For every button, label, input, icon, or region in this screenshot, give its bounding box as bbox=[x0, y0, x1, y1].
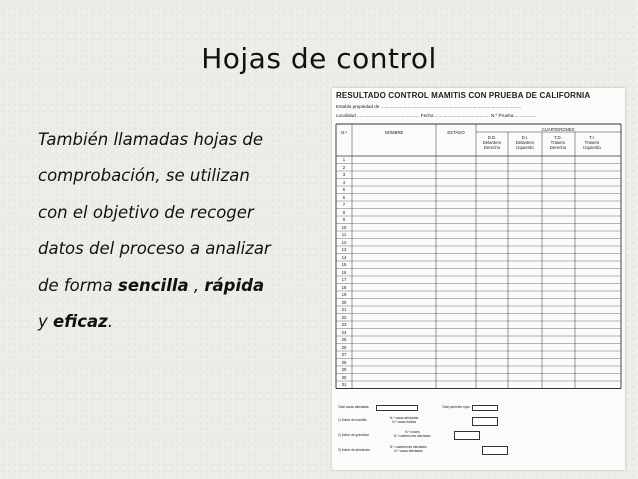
row-number: 18 bbox=[341, 284, 347, 290]
index-2-numerator: N.º cruces bbox=[405, 430, 420, 434]
form-title: RESULTADO CONTROL MAMITIS CON PRUEBA DE CALIFORNIA bbox=[336, 91, 591, 100]
row-number: 27 bbox=[341, 352, 347, 358]
header-ti-side: Izquierdo bbox=[583, 145, 601, 150]
form-establo-line: Establo propiedad de .............................................................................................................. bbox=[336, 104, 522, 109]
body-text-segment: de forma bbox=[38, 275, 118, 295]
row-number: 11 bbox=[341, 232, 347, 238]
row-number: 23 bbox=[341, 322, 347, 328]
header-di-pos: Delantero bbox=[515, 140, 535, 145]
row-number: 7 bbox=[342, 202, 346, 208]
index-1-numerator: N.º vacas afectadas bbox=[390, 416, 419, 420]
row-number: 24 bbox=[341, 329, 347, 335]
body-line bbox=[38, 304, 328, 340]
row-number: 26 bbox=[341, 344, 347, 350]
row-number: 16 bbox=[341, 269, 347, 275]
body-line: comprobación, se utilizan bbox=[38, 166, 250, 186]
slide-body-text bbox=[38, 122, 328, 340]
index-2-box bbox=[454, 431, 480, 440]
form-table-grid bbox=[332, 88, 625, 470]
row-number: 4 bbox=[342, 179, 346, 185]
body-line bbox=[38, 268, 328, 304]
header-td-side: Derecho bbox=[549, 145, 567, 150]
row-number: 3 bbox=[342, 172, 346, 178]
row-number: 17 bbox=[341, 277, 347, 283]
header-nombre: NOMBRE bbox=[384, 130, 404, 135]
emphasis-eficaz: eficaz bbox=[53, 312, 108, 332]
header-ti-pos: Trasero bbox=[584, 140, 600, 145]
row-number: 8 bbox=[342, 209, 346, 215]
row-number: 10 bbox=[341, 224, 347, 230]
row-number: 13 bbox=[341, 247, 347, 253]
row-number: 1 bbox=[342, 157, 346, 163]
header-estado: ESTADO bbox=[447, 130, 465, 135]
header-di-code: D.I. bbox=[521, 135, 529, 140]
row-number: 6 bbox=[342, 194, 346, 200]
header-ti bbox=[583, 135, 601, 150]
row-number: 5 bbox=[342, 187, 346, 193]
slide-title: Hojas de control bbox=[201, 42, 437, 75]
index-3-box bbox=[482, 446, 508, 455]
index-1-label: 1) Índice de mamitis bbox=[338, 418, 367, 422]
header-td-pos: Trasero bbox=[550, 140, 566, 145]
total-vacas-label: Total vacas afectadas bbox=[338, 405, 369, 409]
row-number: 22 bbox=[341, 314, 347, 320]
row-number: 15 bbox=[341, 262, 347, 268]
row-number: 30 bbox=[341, 374, 347, 380]
header-td bbox=[550, 135, 566, 150]
index-3-label: 3) Índice de afectación bbox=[338, 448, 371, 452]
body-line: También llamadas hojas de bbox=[38, 130, 264, 149]
index-3-numerator: N.º cuarterones afectados bbox=[390, 445, 427, 449]
index-2-denominator: N.º cuarterones afectados bbox=[394, 433, 431, 438]
header-num: N.º bbox=[341, 130, 347, 135]
header-di bbox=[516, 135, 535, 150]
index-2-fraction bbox=[394, 431, 431, 438]
emphasis-sencilla: sencilla bbox=[118, 275, 189, 295]
row-number: 12 bbox=[341, 239, 347, 245]
row-number: 31 bbox=[341, 382, 347, 388]
row-number: 25 bbox=[341, 337, 347, 343]
row-number: 9 bbox=[342, 217, 346, 223]
control-sheet-image bbox=[332, 88, 625, 470]
form-localidad-line: Localidad ................................................. Fecha ........................................... N.º Prueba.................. bbox=[336, 113, 537, 118]
header-dd-pos: Delantero bbox=[482, 140, 502, 145]
row-number: 19 bbox=[341, 292, 347, 298]
row-number: 14 bbox=[341, 254, 347, 260]
index-1-fraction bbox=[390, 417, 418, 424]
row-number: 20 bbox=[341, 299, 347, 305]
header-dd-side: Derecho bbox=[483, 145, 501, 150]
body-text-segment: y bbox=[38, 312, 54, 332]
body-text-segment: . bbox=[107, 312, 113, 332]
total-partes-box bbox=[472, 405, 498, 411]
row-number: 29 bbox=[341, 367, 347, 373]
index-3-fraction bbox=[390, 446, 427, 453]
total-vacas-box bbox=[376, 405, 418, 411]
total-partes-label: Total partones rojos bbox=[442, 405, 470, 409]
header-dd-code: D.D. bbox=[487, 135, 497, 140]
index-1-box bbox=[472, 417, 498, 426]
header-td-code: T.D. bbox=[554, 135, 562, 140]
header-cuarterones: CUARTERONES bbox=[541, 126, 575, 132]
row-number: 2 bbox=[342, 164, 346, 170]
index-2-label: 2) Índice de gravedad bbox=[338, 433, 369, 437]
header-dd bbox=[483, 135, 502, 150]
header-ti-code: T.I. bbox=[589, 135, 595, 140]
index-3-denominator: N.º vacas afectadas bbox=[394, 448, 423, 453]
row-number: 28 bbox=[341, 359, 347, 365]
emphasis-rapida: rápida bbox=[204, 275, 265, 295]
body-text-segment: , bbox=[188, 275, 205, 295]
body-line: con el objetivo de recoger bbox=[38, 202, 254, 222]
row-number: 21 bbox=[341, 307, 347, 313]
index-1-denominator: N.º vacas totales bbox=[392, 419, 417, 424]
header-di-side: Izquierdo bbox=[516, 145, 534, 150]
body-line: datos del proceso a analizar bbox=[38, 239, 271, 259]
